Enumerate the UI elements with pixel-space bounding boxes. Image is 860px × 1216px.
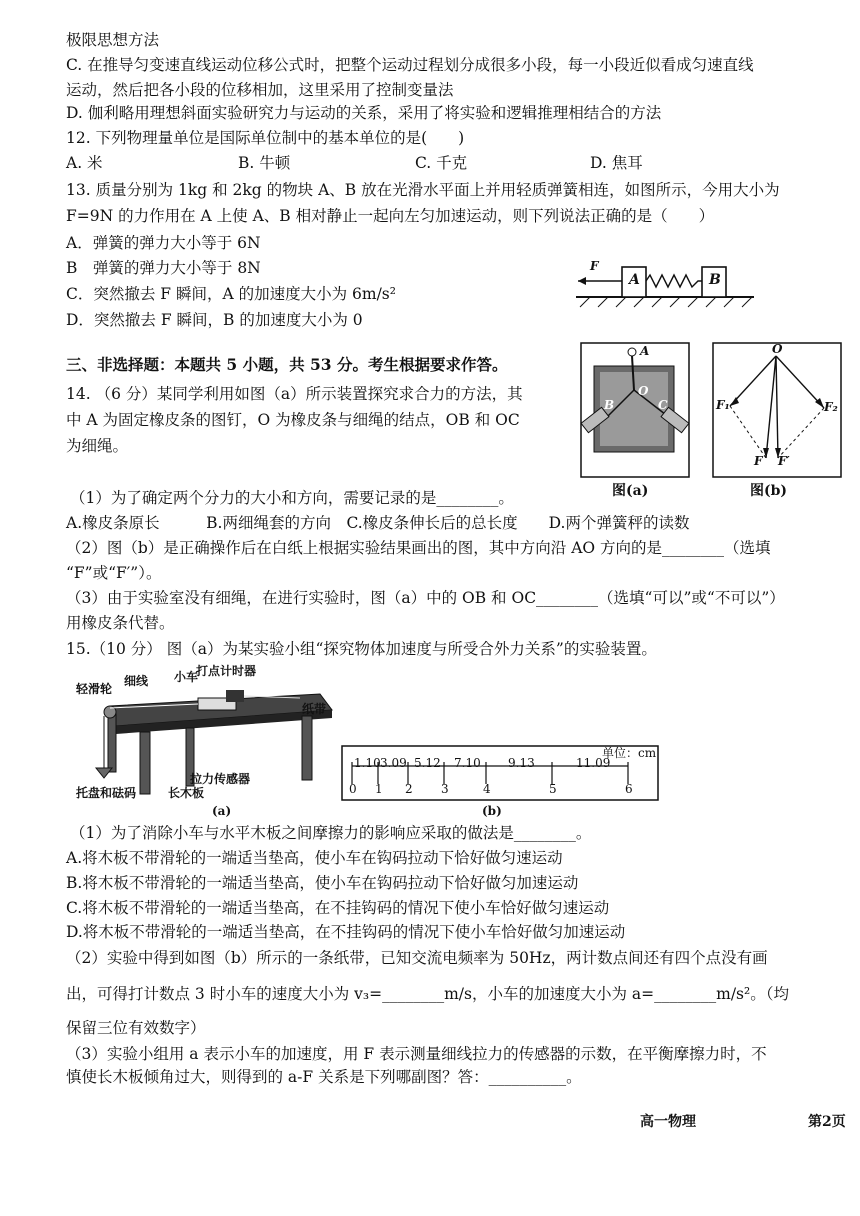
point-label: 6 bbox=[625, 782, 633, 796]
question-13-cont: F=9N 的力作用在 A 上使 A、B 相对静止一起向左匀加速运动，则下列说法正确的是（ ） bbox=[66, 207, 715, 225]
figure-14b bbox=[712, 342, 842, 478]
question-15-2-cont: 出，可得打计数点 3 时小车的速度大小为 v₃=________m/s，小车的加速度大小为 a=________m/s²。（均 bbox=[66, 985, 789, 1003]
sensor-label: 拉力传感器 bbox=[190, 772, 251, 786]
string-label: 细线 bbox=[124, 674, 149, 688]
weights-label: 托盘和砝码 bbox=[76, 786, 137, 800]
segment-label: 11.09 bbox=[576, 756, 611, 770]
footer-page: 第2页 bbox=[808, 1114, 846, 1130]
segment-label: 5.12 bbox=[414, 756, 441, 770]
force-table-drawing bbox=[580, 342, 690, 478]
text-line: C. 在推导匀变速直线运动位移公式时，把整个运动过程划分成很多小段，每一小段近似看成匀速直线 bbox=[66, 56, 754, 74]
tape-label: 纸带 bbox=[302, 702, 327, 716]
caption-b: (b) bbox=[482, 804, 502, 818]
label-b: B bbox=[604, 398, 615, 412]
option-c: C.将木板不带滑轮的一端适当垫高，在不挂钩码的情况下使小车恰好做匀速运动 bbox=[66, 899, 610, 917]
unit-label: 单位：cm bbox=[602, 746, 657, 760]
board-label: 长木板 bbox=[168, 786, 205, 800]
block-a-label: A bbox=[629, 272, 640, 288]
label-f1: F₁ bbox=[716, 398, 730, 412]
block-b-label: B bbox=[709, 272, 721, 288]
cart-label: 小车 bbox=[174, 670, 199, 684]
text-line: 运动，然后把各小段的位移相加，这里采用了控制变量法 bbox=[66, 81, 454, 99]
point-label: 3 bbox=[441, 782, 449, 796]
caption-a: 图(a) bbox=[612, 483, 649, 499]
option-d: D．突然撤去 F 瞬间，B 的加速度大小为 0 bbox=[66, 311, 363, 329]
question-14-3: （3）由于实验室没有细绳，在进行实验时，图（a）中的 OB 和 OC________（选填“可以”或“不可以”） bbox=[66, 589, 785, 607]
option-b: B.将木板不带滑轮的一端适当垫高，使小车在钩码拉动下恰好做匀加速运动 bbox=[66, 874, 579, 892]
question-15: 15.（10 分） 图（a）为某实验小组“探究物体加速度与所受合外力关系”的实验装置。 bbox=[66, 640, 657, 658]
label-o: O bbox=[638, 384, 649, 398]
label-a: A bbox=[640, 344, 650, 358]
force-diagram-drawing bbox=[712, 342, 842, 478]
segment-label: 9.13 bbox=[508, 756, 535, 770]
point-label: 5 bbox=[549, 782, 557, 796]
option-d: D. 焦耳 bbox=[590, 154, 643, 172]
question-14-cont: 为细绳。 bbox=[66, 437, 129, 455]
force-label: F bbox=[590, 259, 599, 273]
segment-label: 1.10 bbox=[354, 756, 381, 770]
question-15-2-cont: 保留三位有效数字） bbox=[66, 1019, 206, 1037]
text-line: D. 伽利略用理想斜面实验研究力与运动的关系，采用了将实验和逻辑推理相结合的方法 bbox=[66, 104, 662, 122]
question-14-3-cont: 用橡皮条代替。 bbox=[66, 614, 175, 632]
question-14-2: （2）图（b）是正确操作后在白纸上根据实验结果画出的图，其中方向沿 AO 方向的是________（选填 bbox=[66, 539, 771, 557]
question-15-2: （2）实验中得到如图（b）所示的一条纸带，已知交流电频率为 50Hz，两计数点间还有四个点没有画 bbox=[66, 949, 768, 967]
figure-14a bbox=[580, 342, 690, 478]
label-f2: F₂ bbox=[824, 400, 838, 414]
pulley-label: 轻滑轮 bbox=[76, 682, 113, 696]
question-12: 12. 下列物理量单位是国际单位制中的基本单位的是( ) bbox=[66, 129, 465, 147]
option-b: B. 牛顿 bbox=[238, 154, 291, 172]
footer-subject: 高一物理 bbox=[640, 1114, 696, 1130]
spring-blocks-figure bbox=[570, 255, 760, 315]
figure-15b bbox=[340, 738, 660, 820]
option-c: C. 千克 bbox=[415, 154, 468, 172]
section-3-heading: 三、非选择题：本题共 5 小题，共 53 分。考生根据要求作答。 bbox=[66, 355, 508, 374]
question-15-3-cont: 慎使长木板倾角过大，则得到的 a-F 关系是下列哪副图？答：__________。 bbox=[66, 1068, 582, 1086]
label-o: O bbox=[772, 342, 783, 356]
point-label: 4 bbox=[483, 782, 491, 796]
caption-a: (a) bbox=[212, 804, 232, 818]
timer-label: 打点计时器 bbox=[196, 664, 257, 678]
question-15-3: （3）实验小组用 a 表示小车的加速度，用 F 表示测量细线拉力的传感器的示数，在平衡摩擦力时，不 bbox=[66, 1045, 767, 1063]
question-14: 14. （6 分）某同学利用如图（a）所示装置探究求合力的方法，其 bbox=[66, 385, 523, 403]
question-14-1: （1）为了确定两个分力的大小和方向，需要记录的是________。 bbox=[70, 489, 514, 507]
question-14-1-options: A.橡皮条原长 B.两细绳套的方向 C.橡皮条伸长后的总长度 D.两个弹簧秤的读数 bbox=[66, 514, 690, 532]
label-f: F bbox=[754, 454, 763, 468]
option-a: A.将木板不带滑轮的一端适当垫高，使小车在钩码拉动下恰好做匀速运动 bbox=[66, 849, 563, 867]
caption-b: 图(b) bbox=[750, 483, 788, 499]
segment-label: 7.10 bbox=[454, 756, 481, 770]
option-c: C．突然撤去 F 瞬间，A 的加速度大小为 6m/s² bbox=[66, 285, 396, 303]
label-c: C bbox=[658, 398, 668, 412]
question-15-1: （1）为了消除小车与水平木板之间摩擦力的影响应采取的做法是________。 bbox=[70, 824, 592, 842]
option-a: A．弹簧的弹力大小等于 6N bbox=[66, 234, 261, 252]
question-14-cont: 中 A 为固定橡皮条的图钉，O 为橡皮条与细绳的结点，OB 和 OC bbox=[66, 411, 520, 429]
option-b: B 弹簧的弹力大小等于 8N bbox=[66, 259, 261, 277]
text-line: 极限思想方法 bbox=[66, 31, 160, 49]
question-14-2-cont: “F”或“F′”）。 bbox=[66, 564, 162, 582]
point-label: 1 bbox=[375, 782, 383, 796]
option-a: A. 米 bbox=[66, 154, 103, 172]
point-label: 0 bbox=[349, 782, 357, 796]
label-f-prime: F′ bbox=[778, 454, 790, 468]
segment-label: 3.09 bbox=[380, 756, 407, 770]
question-13: 13. 质量分别为 1kg 和 2kg 的物块 A、B 放在光滑水平面上并用轻质弹簧相连，如图所示，今用大小为 bbox=[66, 181, 780, 199]
figure-15a bbox=[70, 664, 340, 818]
point-label: 2 bbox=[405, 782, 413, 796]
option-d: D.将木板不带滑轮的一端适当垫高，在不挂钩码的情况下使小车恰好做匀加速运动 bbox=[66, 923, 626, 941]
